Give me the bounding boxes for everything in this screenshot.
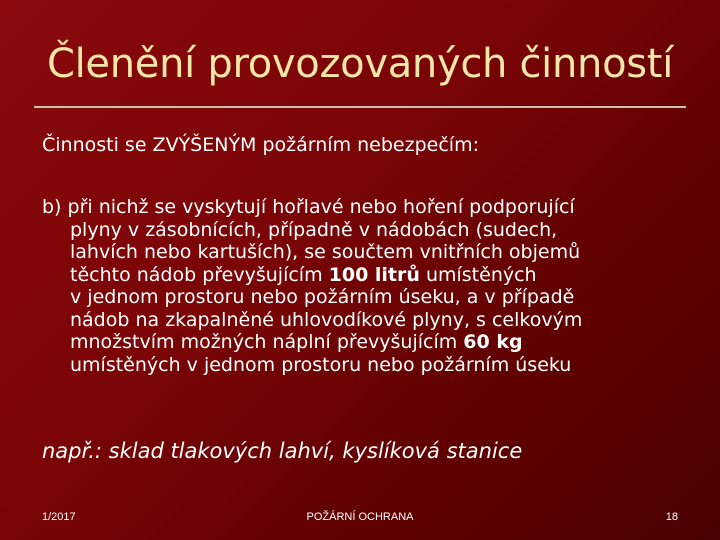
footer-title: POŽÁRNÍ OCHRANA [306, 511, 414, 523]
volume-limit: 100 litrů [328, 263, 420, 286]
example-text: např.: sklad tlakových lahví, kyslíková stanice [42, 439, 523, 463]
paragraph-line: lahvích nebo kartuších), se součtem vnitřních objemů [70, 241, 581, 263]
paragraph-b [42, 196, 682, 376]
title-divider [34, 106, 686, 108]
page-number: 18 [665, 511, 678, 523]
paragraph-line: plyny v zásobnících, případně v nádobách (sudech, [70, 218, 558, 241]
slide-title: Členění provozovaných činností [46, 41, 674, 87]
weight-limit: 60 kg [463, 331, 523, 353]
paragraph-text: množstvím možných náplní převyšujícím [70, 331, 464, 353]
paragraph-line: nádob na zkapalněné uhlovodíkové plyny, s celkovým [70, 308, 583, 331]
paragraph-line: v jednom prostoru nebo požárním úseku, a v případě [70, 286, 575, 308]
paragraph-line: b) při nichž se vyskytují hořlavé nebo hoření podporující [42, 196, 575, 218]
intro-text: Činnosti se ZVÝŠENÝM požárním nebezpečím: [42, 134, 479, 156]
paragraph-line: umístěných v jednom prostoru nebo požárním úseku [70, 353, 572, 376]
footer-date: 1/2017 [42, 511, 76, 523]
paragraph-line [42, 331, 682, 354]
paragraph-text: umístěných [419, 263, 537, 286]
paragraph-text: těchto nádob převyšujícím [70, 263, 329, 286]
paragraph-line [42, 264, 682, 287]
